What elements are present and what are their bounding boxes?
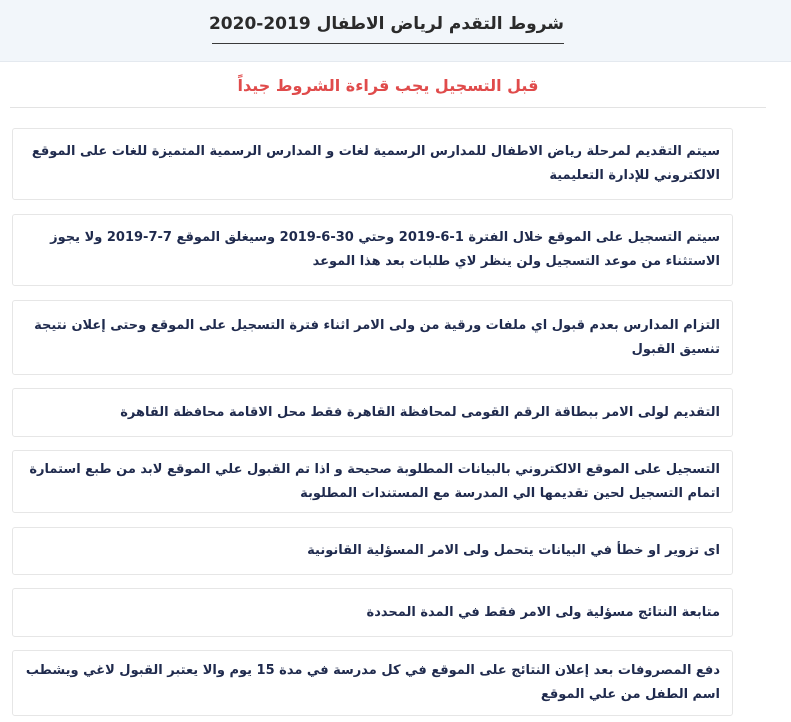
- condition-text: سيتم التقديم لمرحلة رياض الاطفال للمدارس الرسمية لغات و المدارس الرسمية المتميزة للغات على الموقع الالكتروني للإدارة التعليمية: [31, 144, 720, 183]
- condition-text: التقديم لولى الامر ببطاقة الرقم القومى لمحافظة القاهرة فقط محل الاقامة محافظة القاهرة: [120, 404, 720, 420]
- condition-card-6: [12, 527, 733, 575]
- page-title: شروط التقدم لرياض الاطفال 2019-2020: [212, 14, 564, 44]
- condition-text: التزام المدارس بعدم قبول اي ملفات ورقية من ولى الامر اثناء فترة التسجيل على الموقع وحتى إعلان نتيجة تنسيق القبول: [34, 317, 720, 357]
- condition-text: التسجيل على الموقع الالكتروني بالبيانات المطلوبة صحيحة و اذا تم القبول علي الموقع لابد من طبع استمارة اتمام التسجيل لحين تقديمها الي المدرسة مع المستندات المطلوبة: [29, 461, 720, 501]
- condition-text: اى تزوير او خطأ في البيانات يتحمل ولى الامر المسؤلية القانونية: [307, 543, 720, 558]
- condition-card-1: [12, 128, 733, 200]
- condition-text: سيتم التسجيل على الموقع خلال الفترة 1-6-2019 وحتي 30-6-2019 وسيغلق الموقع 7-7-2019 ولا يجوز الاستثناء من موعد التسجيل ولن ينظر لاي طلبات بعد هذا الموعد: [50, 230, 720, 269]
- condition-card-5: [12, 450, 733, 513]
- condition-text: متابعة النتائج مسؤلية ولى الامر فقط في المدة المحددة: [366, 604, 720, 620]
- page-header: [0, 0, 791, 62]
- warning-message: قبل التسجيل يجب قراءة الشروط جيداً: [10, 76, 766, 108]
- condition-text: دفع المصروفات بعد إعلان النتائج على الموقع في كل مدرسة في مدة 15 يوم والا يعتبر القبول لاغي ويشطب اسم الطفل من علي الموقع: [25, 663, 720, 702]
- condition-card-2: [12, 214, 733, 286]
- condition-card-7: [12, 588, 733, 637]
- condition-card-3: [12, 300, 733, 375]
- condition-card-4: [12, 388, 733, 437]
- condition-card-8: [12, 650, 733, 716]
